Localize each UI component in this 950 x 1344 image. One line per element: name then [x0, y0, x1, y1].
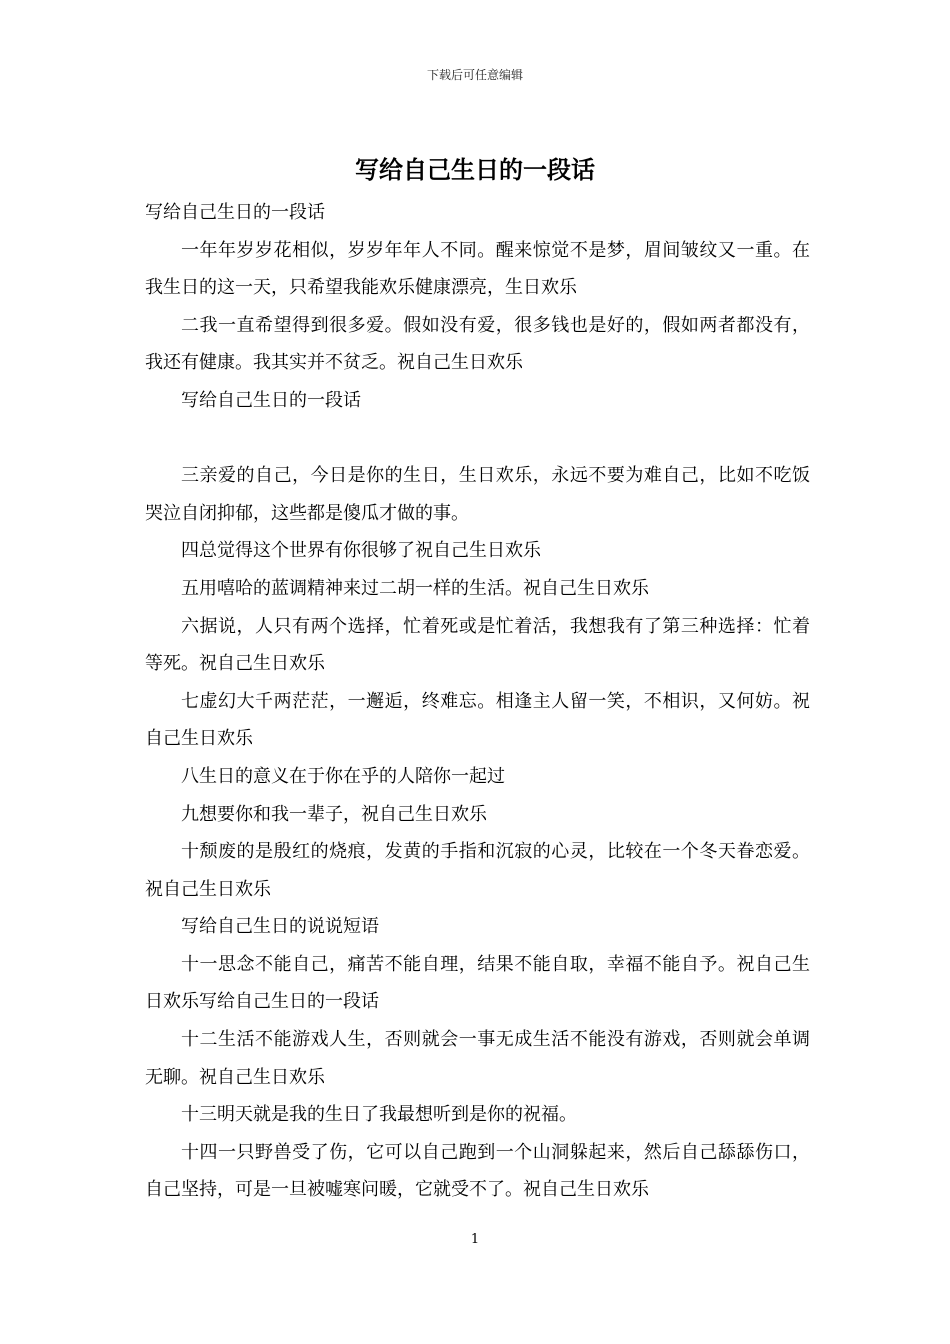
paragraph-8: 八生日的意义在于你在乎的人陪你一起过 [181, 765, 505, 787]
paragraph-12: 十二生活不能游戏人生，否则就会一事无成生活不能没有游戏，否则就会单调无聊。祝自己生日欢乐 [145, 1029, 810, 1088]
paragraph-11: 十一思念不能自己，痛苦不能自理，结果不能自取，幸福不能自予。祝自己生日欢乐写给自己生日的一段话 [145, 953, 810, 1013]
document-title: 写给自己生日的一段话 [355, 155, 595, 184]
header-note: 下载后可任意编辑 [426, 68, 523, 82]
page-number: 1 [470, 1232, 480, 1247]
paragraph-10: 十颓废的是殷红的烧痕，发黄的手指和沉寂的心灵，比较在一个冬天眷恋爱。祝自己生日欢乐 [145, 841, 810, 900]
paragraph-1: 一年年岁岁花相似，岁岁年年人不同。醒来惊觉不是梦，眉间皱纹又一重。在我生日的这一天，只希望我能欢乐健康漂亮，生日欢乐 [145, 239, 810, 299]
blank-line [145, 420, 810, 458]
paragraph-4: 四总觉得这个世界有你很够了祝自己生日欢乐 [181, 540, 541, 562]
paragraph-7: 七虚幻大千两茫茫，一邂逅，终难忘。相逢主人留一笑，不相识，又何妨。祝自己生日欢乐 [145, 690, 810, 750]
paragraph-3: 三亲爱的自己，今日是你的生日，生日欢乐，永远不要为难自己，比如不吃饭哭泣自闭抑郁，这些都是傻瓜才做的事。 [145, 465, 810, 524]
paragraph-13: 十三明天就是我的生日了我最想听到是你的祝福。 [181, 1104, 577, 1126]
paragraph-subtitle: 写给自己生日的一段话 [145, 202, 325, 223]
paragraph-9: 九想要你和我一辈子，祝自己生日欢乐 [181, 803, 487, 825]
paragraph-section-heading: 写给自己生日的一段话 [181, 389, 361, 411]
paragraph-5: 五用嘻哈的蓝调精神来过二胡一样的生活。祝自己生日欢乐 [181, 577, 649, 599]
paragraph-6: 六据说，人只有两个选择，忙着死或是忙着活，我想我有了第三种选择：忙着等死。祝自己生日欢乐 [145, 615, 810, 675]
paragraph-2: 二我一直希望得到很多爱。假如没有爱，很多钱也是好的，假如两者都没有，我还有健康。我其实并不贫乏。祝自己生日欢乐 [145, 314, 810, 374]
paragraph-14: 十四一只野兽受了伤，它可以自己跑到一个山洞躲起来，然后自己舔舔伤口，自己坚持，可是一旦被嘘寒问暖，它就受不了。祝自己生日欢乐 [145, 1141, 810, 1201]
paragraph-section-heading-2: 写给自己生日的说说短语 [181, 916, 379, 938]
document-body [145, 194, 810, 1209]
